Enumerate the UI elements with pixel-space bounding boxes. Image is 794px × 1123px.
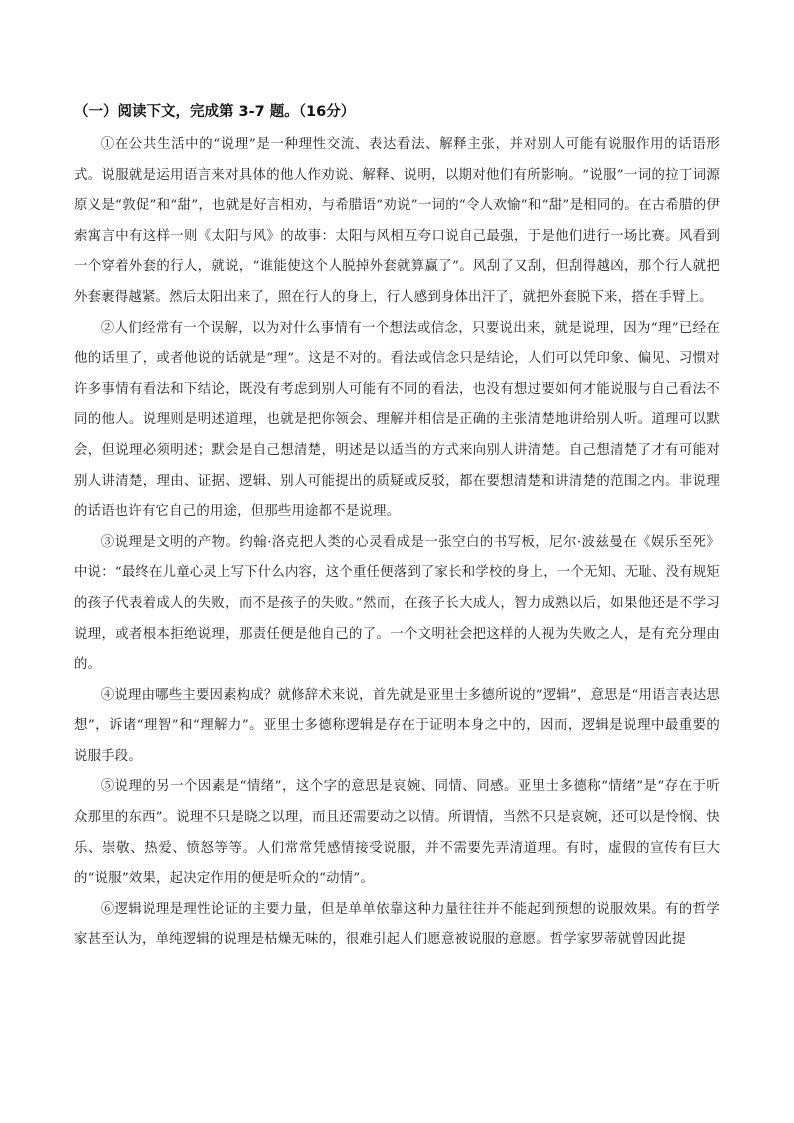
paragraph-6: ⑥逻辑说理是理性论证的主要力量，但是单单依靠这种力量往往并不能起到预想的说服效果。有的哲学家甚至认为，单纯逻辑的说理是枯燥无味的，很难引起人们愿意被说服的意愿。哲学家罗蒂就曾因此提 [74, 901, 720, 948]
reading-passage [74, 102, 720, 956]
paragraph-4: ④说理由哪些主要因素构成？就修辞术来说，首先就是亚里士多德所说的“逻辑”，意思是“用语言表达思想”，诉诸“理智”和“理解力”。亚里士多德称逻辑是存在于证明本身之中的，因而，逻辑是说理中最重要的说服手段。 [74, 687, 720, 764]
section-heading: （一）阅读下文，完成第 3-7 题。（16分） [74, 104, 356, 120]
paragraph-3: ③说理是文明的产物。约翰·洛克把人类的心灵看成是一张空白的书写板，尼尔·波兹曼在《娱乐至死》中说：“最终在儿童心灵上写下什么内容，这个重任便落到了家长和学校的身上，一个无知、无耻、没有规矩的孩子代表着成人的失败，而不是孩子的失败。”然而，在孩子长大成人，智力成熟以后，如果他还是不学习说理，或者根本拒绝说理，那责任便是他自己的了。一个文明社会把这样的人视为失败之人，是有充分理由的。 [74, 534, 720, 673]
paragraph-5: ⑤说理的另一个因素是“情绪”，这个字的意思是哀婉、同情、同感。亚里士多德称“情绪”是“存在于听众那里的东西”。说理不只是晓之以理，而且还需要动之以情。所谓情，当然不只是哀婉，还可以是怜悯、快乐、崇敬、热爱、愤怒等等。人们常常凭感情接受说服，并不需要先弄清道理。有时，虚假的宣传有巨大的“说服”效果，起决定作用的便是听众的“动情”。 [74, 779, 720, 887]
paragraph-1: ①在公共生活中的“说理”是一种理性交流、表达看法、解释主张，并对别人可能有说服作用的话语形式。说服就是运用语言来对具体的他人作劝说、解释、说明，以期对他们有所影响。“说服”一词的拉丁词源原义是“敦促”和“甜”，也就是好言相劝，与希腊语“劝说”一词的“令人欢愉”和“甜”是相同的。在古希腊的伊索寓言中有这样一则《太阳与风》的故事：太阳与风相互夸口说自己最强，于是他们进行一场比赛。风看到一个穿着外套的行人，就说，“谁能使这个人脱掉外套就算赢了”。风刮了又刮，但刮得越凶，那个行人就把外套裹得越紧。然后太阳出来了，照在行人的身上，行人感到身体出汗了，就把外套脱下来，搭在手臂上。 [74, 137, 720, 305]
paragraph-2: ②人们经常有一个误解，以为对什么事情有一个想法或信念，只要说出来，就是说理，因为“理”已经在他的话里了，或者他说的话就是“理”。这是不对的。看法或信念只是结论，人们可以凭印象、偏见、习惯对许多事情有看法和下结论，既没有考虑到别人可能有不同的看法，也没有想过要如何才能说服与自己看法不同的他人。说理则是明述道理，也就是把你领会、理解并相信是正确的主张清楚地讲给别人听。道理可以默会，但说理必须明述；默会是自己想清楚，明述是以适当的方式来向别人讲清楚。自己想清楚了才有可能对别人讲清楚，理由、证据、逻辑、别人可能提出的质疑或反驳，都在要想清楚和讲清楚的范围之内。非说理的话语也许有它自己的用途，但那些用途都不是说理。 [74, 320, 720, 520]
